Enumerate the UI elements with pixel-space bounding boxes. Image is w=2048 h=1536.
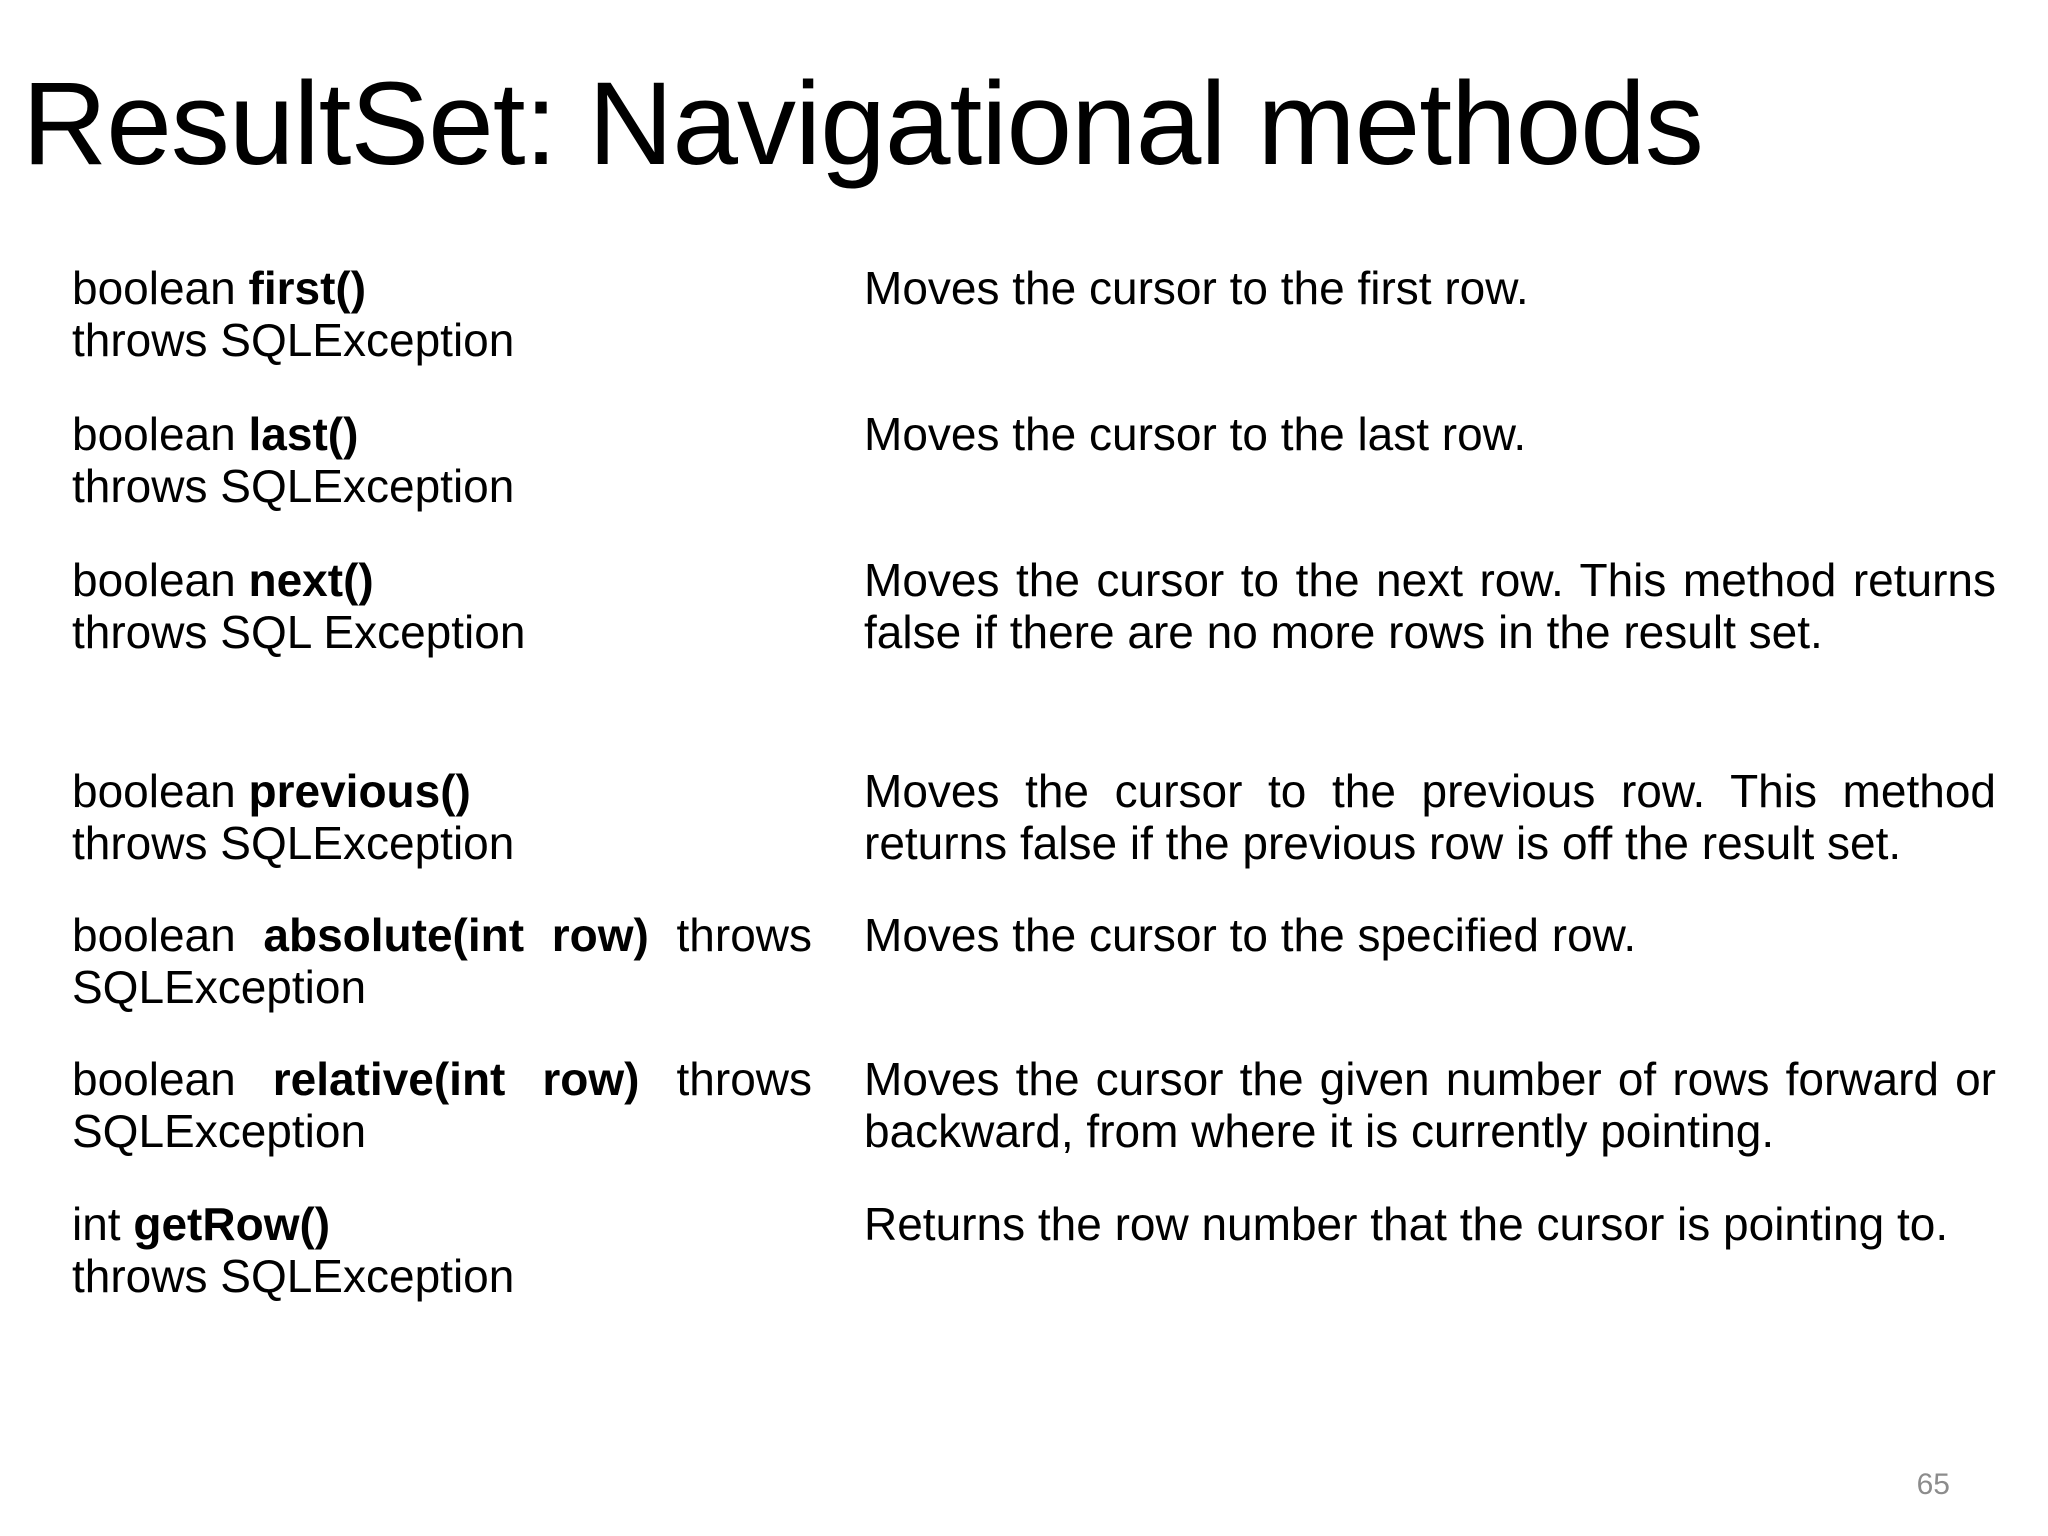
return-type: boolean [72,765,236,817]
method-row-next [72,554,1996,765]
method-description: Moves the cursor to the first row. [864,262,1529,314]
throws-clause: throws SQLException [72,1053,813,1157]
method-signature [72,909,812,1053]
throws-clause: throws SQL Exception [72,606,526,658]
method-signature [72,1053,812,1198]
method-description: Moves the cursor to the next row. This method returns false if there are no more rows in the result set. [864,554,1996,658]
return-type: boolean [72,909,236,961]
method-signature [72,765,812,909]
method-name: previous() [248,765,471,817]
method-row-absolute [72,909,1996,1053]
method-row-getrow [72,1198,1996,1308]
method-name: last() [248,408,359,460]
method-description: Moves the cursor to the last row. [864,408,1527,460]
method-name: relative(int row) [272,1053,640,1105]
throws-clause: throws SQLException [72,314,515,366]
throws-clause: throws SQLException [72,817,515,869]
return-type: boolean [72,408,236,460]
method-name: next() [248,554,374,606]
method-description: Returns the row number that the cursor is pointing to. [864,1198,1949,1250]
methods-table [72,262,1996,1308]
return-type: boolean [72,262,236,314]
throws-clause: throws SQLException [72,1250,515,1302]
method-row-previous [72,765,1996,909]
method-name: getRow() [133,1198,331,1250]
method-row-relative [72,1053,1996,1198]
method-name: first() [248,262,367,314]
method-description: Moves the cursor the given number of rows forward or backward, from where it is currently pointing. [864,1053,1996,1157]
method-description: Moves the cursor to the specified row. [864,909,1637,961]
method-row-last [72,408,1996,554]
method-signature [72,1198,812,1308]
method-name: absolute(int row) [263,909,649,961]
method-row-first [72,262,1996,408]
throws-clause: throws SQLException [72,460,515,512]
return-type: boolean [72,554,236,606]
method-signature [72,262,812,408]
method-signature [72,554,812,765]
return-type: boolean [72,1053,236,1105]
page-number: 65 [1916,1468,1950,1501]
throws-clause: throws SQLException [72,909,813,1013]
slide-title: ResultSet: Navigational methods [22,58,1703,190]
return-type: int [72,1198,121,1250]
method-signature [72,408,812,554]
method-description: Moves the cursor to the previous row. This method returns false if the previous row is off the result set. [864,765,1996,869]
